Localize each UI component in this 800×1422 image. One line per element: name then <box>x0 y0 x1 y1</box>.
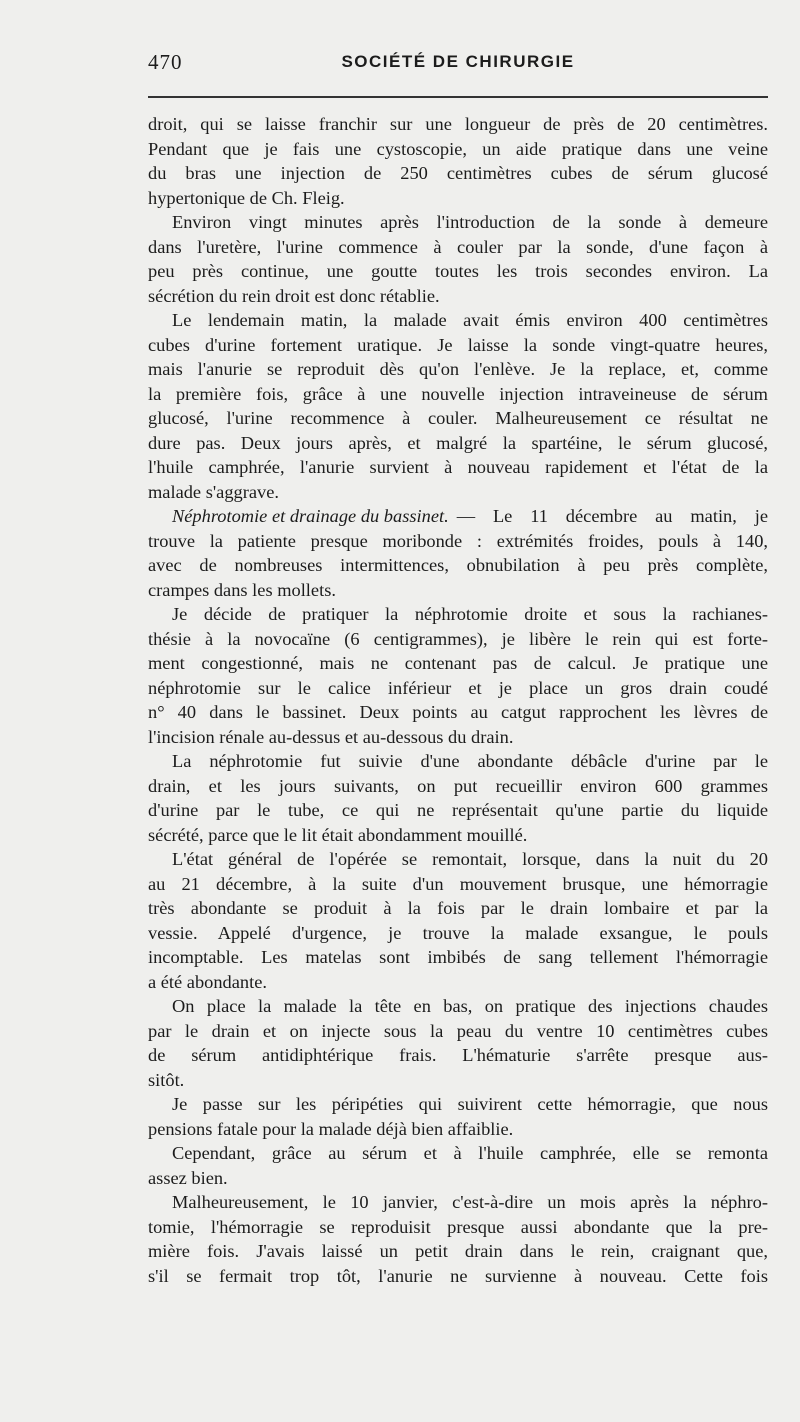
text-line: très abondante se produit à la fois par le drain lombaire et par la <box>148 898 768 918</box>
text-line: n° 40 dans le bassinet. Deux points au catgut rapprochent les lèvres de <box>148 702 768 722</box>
text-line: malade s'aggrave. <box>148 481 279 502</box>
text-line: droit, qui se laisse franchir sur une longueur de près de 20 centimètres. <box>148 114 768 134</box>
text-line: l'incision rénale au-dessus et au-dessous du drain. <box>148 726 514 747</box>
text-line: mière fois. J'avais laissé un petit drain dans le rein, craignant que, <box>148 1241 768 1261</box>
text-line: tomie, l'hémorragie se reproduisit presque aussi abondante que la pre- <box>148 1216 768 1237</box>
text-line: thésie à la novocaïne (6 centigrammes), je libère le rein qui est forte- <box>148 628 768 649</box>
text-line: Le lendemain matin, la malade avait émis environ 400 centimètres <box>172 310 768 330</box>
text-line: Environ vingt minutes après l'introduction de la sonde à demeure <box>172 212 768 232</box>
text-line: l'huile camphrée, l'anurie survient à nouveau rapidement et l'état de la <box>148 457 768 477</box>
page-number: 470 <box>148 50 183 74</box>
text-line: la première fois, grâce à une nouvelle injection intraveineuse de sérum <box>148 383 768 404</box>
text-line-with-heading <box>148 504 768 529</box>
text-line: vessie. Appelé d'urgence, je trouve la malade exsangue, le pouls <box>148 922 768 943</box>
text-line: pensions fatale pour la malade déjà bien affaiblie. <box>148 1118 514 1139</box>
text-line: par le drain et on injecte sous la peau du ventre 10 centimètres cubes <box>148 1020 768 1041</box>
text-line: assez bien. <box>148 1167 228 1188</box>
body-text <box>148 112 768 1288</box>
text-line: trouve la patiente presque moribonde : extrémités froides, pouls à 140, <box>148 530 768 551</box>
text-line: dans l'uretère, l'urine commence à couler par la sonde, d'une façon à <box>148 236 768 257</box>
text-line: avec de nombreuses intermittences, obnubilation à peu près complète, <box>148 555 768 575</box>
text-line: L'état général de l'opérée se remontait, lorsque, dans la nuit du 20 <box>172 849 768 869</box>
text-line-remainder: — Le 11 décembre au matin, je <box>456 506 768 526</box>
text-line: crampes dans les mollets. <box>148 579 336 600</box>
page-header <box>148 50 768 80</box>
text-line: peu près continue, une goutte toutes les trois secondes environ. La <box>148 261 768 281</box>
text-line: Cependant, grâce au sérum et à l'huile camphrée, elle se remonta <box>172 1143 768 1163</box>
text-line: La néphrotomie fut suivie d'une abondante débâcle d'urine par le <box>172 751 768 771</box>
text-line: Pendant que je fais une cystoscopie, un aide pratique dans une veine <box>148 138 768 159</box>
text-line: mais l'anurie se reproduit dès qu'on l'enlève. Je la replace, et, comme <box>148 359 768 379</box>
section-heading: Néphrotomie et drainage du bassinet. <box>172 506 449 526</box>
text-line: dure pas. Deux jours après, et malgré la spartéine, le sérum glucosé, <box>148 432 768 453</box>
text-line: néphrotomie sur le calice inférieur et je place un gros drain coudé <box>148 677 768 698</box>
text-line: du bras une injection de 250 centimètres cubes de sérum glucosé <box>148 163 768 183</box>
text-line: d'urine par le tube, ce qui ne représentait qu'une partie du liquide <box>148 800 768 820</box>
text-line: Je passe sur les péripéties qui suivirent cette hémorragie, que nous <box>172 1094 768 1114</box>
text-line: ment congestionné, mais ne contenant pas de calcul. Je pratique une <box>148 653 768 673</box>
text-line: On place la malade la tête en bas, on pratique des injections chaudes <box>172 996 768 1016</box>
text-line: incomptable. Les matelas sont imbibés de sang tellement l'hémorragie <box>148 947 768 967</box>
text-line: Je décide de pratiquer la néphrotomie droite et sous la rachianes- <box>172 604 768 624</box>
text-line: hypertonique de Ch. Fleig. <box>148 187 345 208</box>
text-line: s'il se fermait trop tôt, l'anurie ne survienne à nouveau. Cette fois <box>148 1265 768 1286</box>
text-line: sitôt. <box>148 1069 185 1090</box>
header-rule <box>148 96 768 98</box>
text-line: Malheureusement, le 10 janvier, c'est-à-dire un mois après la néphro- <box>172 1192 768 1212</box>
text-line: drain, et les jours suivants, on put recueillir environ 600 grammes <box>148 775 768 796</box>
text-line: de sérum antidiphtérique frais. L'hématurie s'arrête presque aus- <box>148 1045 768 1065</box>
text-line: glucosé, l'urine recommence à couler. Malheureusement ce résultat ne <box>148 408 768 428</box>
running-title: SOCIÉTÉ DE CHIRURGIE <box>341 52 575 71</box>
text-line: sécrétion du rein droit est donc rétablie. <box>148 285 440 306</box>
text-line: cubes d'urine fortement uratique. Je laisse la sonde vingt-quatre heures, <box>148 334 768 355</box>
text-line: au 21 décembre, à la suite d'un mouvement brusque, une hémorragie <box>148 873 768 894</box>
text-line: a été abondante. <box>148 971 267 992</box>
text-line: sécrété, parce que le lit était abondamment mouillé. <box>148 824 528 845</box>
